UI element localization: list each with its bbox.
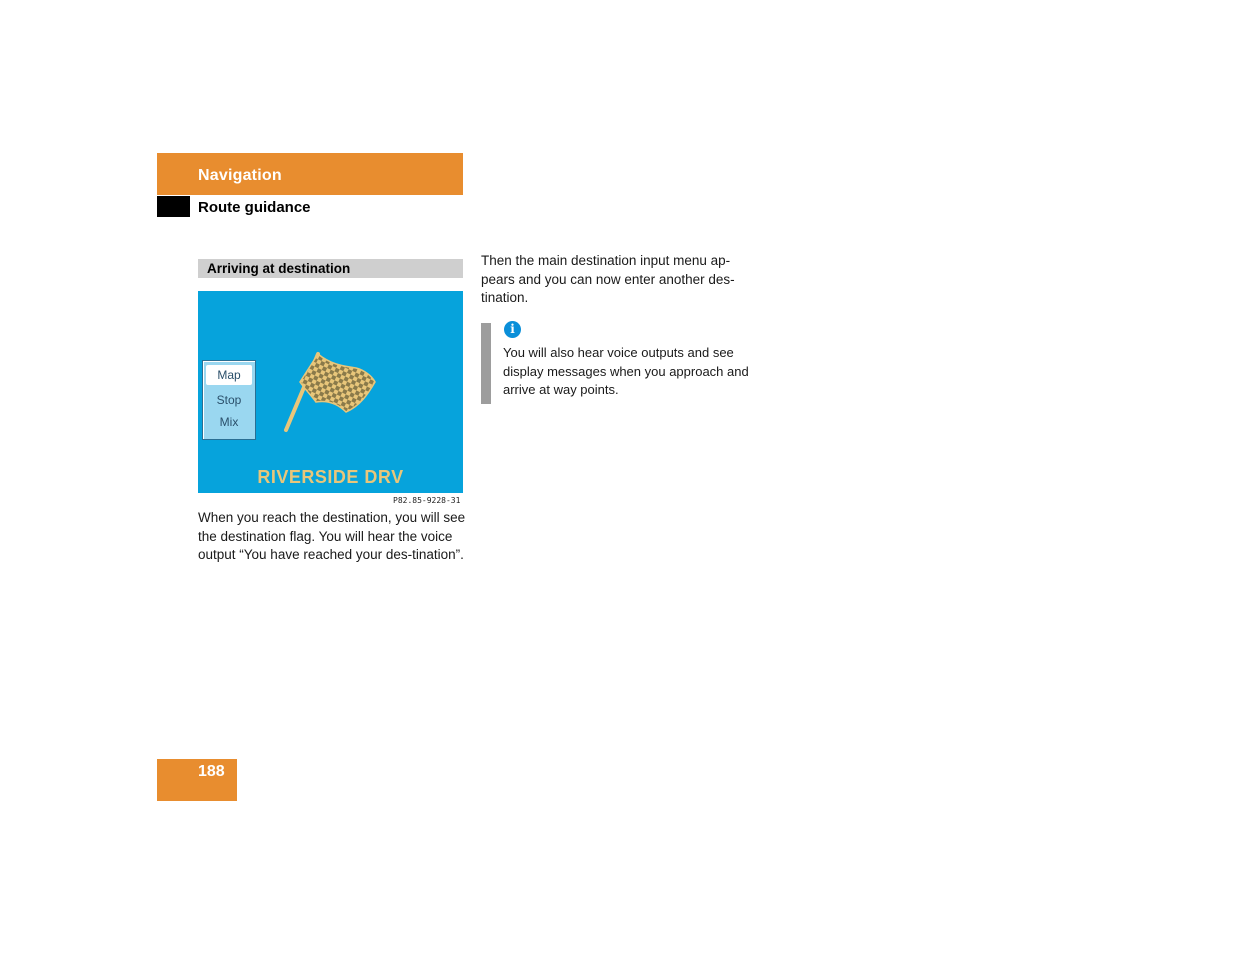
page-number-box	[157, 759, 237, 801]
next-menu-paragraph: Then the main destination input menu ap-pears and you can now enter another des-tination.	[481, 253, 735, 306]
info-note-text: You will also hear voice outputs and see display messages when you approach and arrive at way points.	[503, 345, 749, 398]
page-number: 188	[198, 763, 225, 780]
display-menu-item-mix: Mix	[219, 415, 239, 429]
chapter-title: Navigation	[198, 167, 282, 184]
arrival-paragraph: When you reach the destination, you will see the destination flag. You will hear the voice output “You have reached your des-tination”.	[198, 510, 466, 563]
checkered-flag-icon	[280, 346, 380, 436]
topic-heading: Arriving at destination	[207, 261, 351, 276]
section-subtitle: Route guidance	[198, 199, 311, 216]
display-menu-item-map: Map	[206, 365, 252, 385]
figure-code: P82.85-9228-31	[393, 496, 461, 505]
display-menu-item-stop: Stop	[216, 393, 242, 407]
navigation-display-image	[198, 291, 463, 493]
display-menu-panel	[202, 360, 256, 440]
info-icon: i	[504, 321, 521, 338]
info-note-bar	[481, 323, 491, 404]
destination-street-name: RIVERSIDE DRV	[257, 467, 404, 487]
section-marker	[157, 196, 190, 217]
